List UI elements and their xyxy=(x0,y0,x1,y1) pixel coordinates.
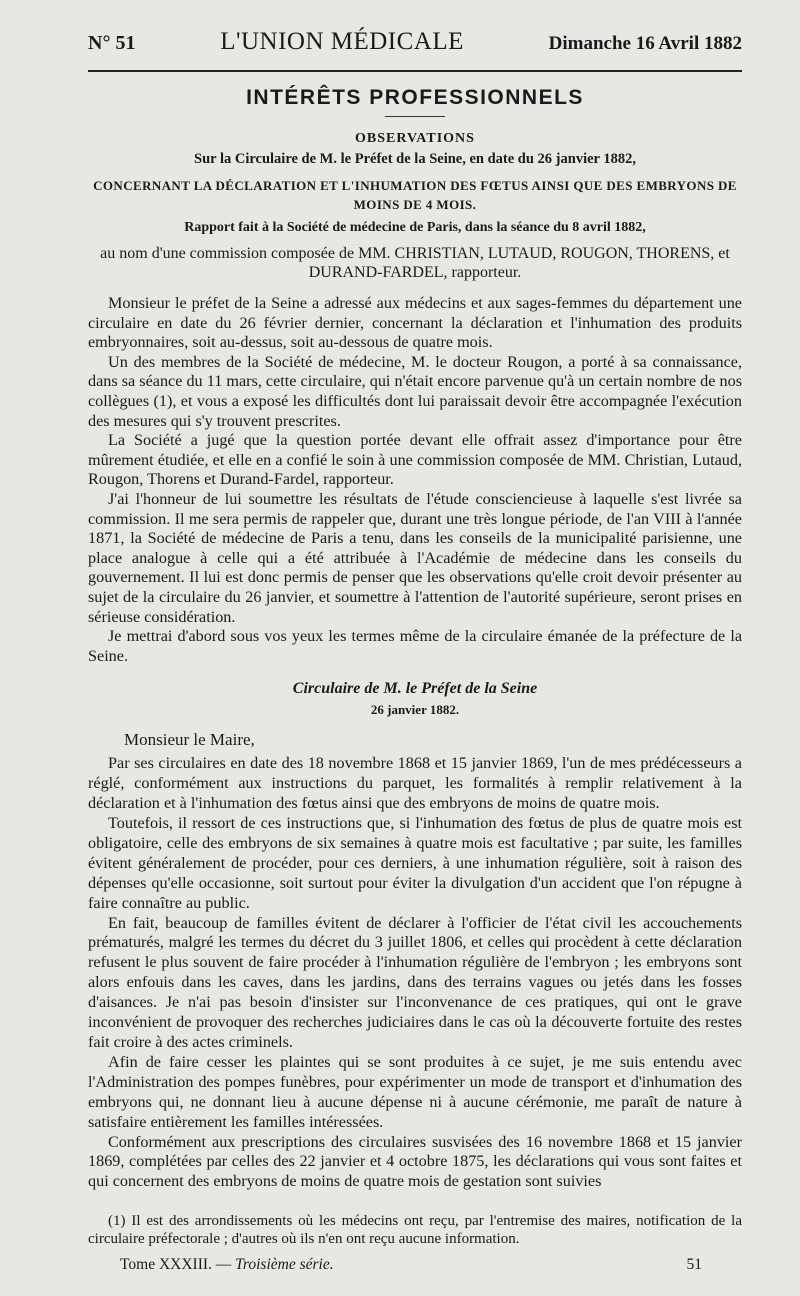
page-header xyxy=(88,28,742,64)
title-underline xyxy=(385,116,445,117)
circular-paragraph: Conformément aux prescriptions des circulaires susvisées des 16 novembre 1868 et 15 janvier 1869, complétées par celles des 22 janvier et 4 octobre 1875, les déclarations qui vous sont faites et qui concernent des embryons de moins de quatre mois de gestation sont suivies xyxy=(88,1132,742,1191)
report-body xyxy=(88,294,742,666)
paragraph: Un des membres de la Société de médecine, M. le docteur Rougon, a porté à sa connaissance, dans sa séance du 11 mars, cette circulaire, qui n'était encore parvenue qu'à un certain nombre de nos collègues (1), et vous a exposé les difficultés dont lui paraissait devoir être accompagnée l'exécution des mesures qui s'y trouvent prescrites. xyxy=(88,352,742,430)
commission-line: au nom d'une commission composée de MM. CHRISTIAN, LUTAUD, ROUGON, THORENS, et DURAND-FARDEL, rapporteur. xyxy=(100,245,730,281)
paragraph: J'ai l'honneur de lui soumettre les résultats de l'étude consciencieuse à laquelle s'est livrée sa commission. Il me sera permis de rappeler que, durant une très longue période, de l'an VIII à l'année 1871, la Société de médecine de Paris a tenu, dans les conseils de la municipalité parisienne, une place analogue à celle qui a été attribuée à l'Académie de médecine dans les conseils du gouvernement. Il lui est donc permis de penser que les observations qu'elle croit devoir présenter au sujet de la circulaire du 26 janvier, et soumettre à l'attention de l'autorité supérieure, seront prises en sérieuse considération. xyxy=(88,489,742,626)
page-footer xyxy=(88,1256,742,1274)
salutation: Monsieur le Maire, xyxy=(124,730,255,750)
concerning-heading: CONCERNANT LA DÉCLARATION ET L'INHUMATION DES FŒTUS AINSI QUE DES EMBRYONS DE MOINS DE 4 MOIS. xyxy=(93,178,737,212)
section-title: INTÉRÊTS PROFESSIONNELS xyxy=(246,86,584,109)
circular-title: Circulaire de M. le Préfet de la Seine xyxy=(292,680,538,698)
report-line: Rapport fait à la Société de médecine de Paris, dans la séance du 8 avril 1882, xyxy=(184,220,646,235)
header-rule xyxy=(88,70,742,72)
series-label: Troisième série. xyxy=(235,1256,334,1274)
observations-heading: OBSERVATIONS xyxy=(355,131,475,146)
issue-date: Dimanche 16 Avril 1882 xyxy=(548,33,742,54)
circular-body xyxy=(88,754,742,1192)
circular-paragraph: Toutefois, il ressort de ces instructions que, si l'inhumation des fœtus de plus de quatre mois est obligatoire, celle des embryons de six semaines à quatre mois est facultative ; par suite, les familles évitent généralement de procéder, pour ces derniers, à une inhumation régulière, soit à raison des dépenses qu'elle occasionne, soit surtout pour éviter la divulgation d'un accident que l'on répugne à faire connaître au public. xyxy=(88,814,742,912)
circular-paragraph: En fait, beaucoup de familles évitent de déclarer à l'officier de l'état civil les accouchements prématurés, malgré les termes du décret du 3 juillet 1806, et celles qui procèdent à cette déclaration refusent le plus souvent de faire procéder à l'inhumation régulière de l'embryon ; les embryons sont alors enfouis dans les caves, dans les jardins, dans des terrains vagues ou jetés dans les fosses d'aisances. Je n'ai pas besoin d'insister sur l'inconvenance de ces pratiques, qui ont le grave inconvénient de provoquer des recherches judiciaires dans le cas où la découverte fortuite des restes fait croire à des actes criminels. xyxy=(88,913,742,1051)
paragraph: Je mettrai d'abord sous vos yeux les termes même de la circulaire émanée de la préfecture de la Seine. xyxy=(88,627,742,665)
circular-paragraph: Afin de faire cesser les plaintes qui se sont produites à ce sujet, je me suis entendu avec l'Administration des pompes funèbres, pour expérimenter un mode de transport et d'inhumation des embryons qui, ne donnant lieu à aucune dépense ni à aucune cérémonie, me paraît de nature à satisfaire entièrement les familles intéressées. xyxy=(88,1052,742,1131)
footer-volume xyxy=(120,1256,334,1274)
circular-subtitle: Sur la Circulaire de M. le Préfet de la Seine, en date du 26 janvier 1882, xyxy=(194,151,636,167)
journal-title: L'UNION MÉDICALE xyxy=(220,28,464,55)
circular-paragraph: Par ses circulaires en date des 18 novembre 1868 et 15 janvier 1869, l'un de mes prédécesseurs a réglé, conformément aux instructions du parquet, les formalités à remplir relativement à la déclaration et à l'inhumation des fœtus ainsi que des embryons de moins de quatre mois. xyxy=(88,754,742,813)
footnote: (1) Il est des arrondissements où les médecins ont reçu, par l'entremise des maires, notification de la circulaire préfectorale ; d'autres où ils n'en ont reçu aucune information. xyxy=(88,1213,742,1248)
circular-date: 26 janvier 1882. xyxy=(370,702,460,718)
paragraph: Monsieur le préfet de la Seine a adressé aux médecins et aux sages-femmes du département une circulaire en date du 26 février dernier, concernant la déclaration et l'inhumation des produits embryonnaires, soit au-dessus, soit au-dessous de quatre mois. xyxy=(88,294,742,352)
issue-number: N° 51 xyxy=(88,32,136,54)
page-number: 51 xyxy=(686,1256,702,1274)
paragraph: La Société a jugé que la question portée devant elle offrait assez d'importance pour être mûrement étudiée, et elle en a confié le soin à une commission composée de MM. Christian, Lutaud, Rougon, Thorens et Durand-Fardel, rapporteur. xyxy=(88,431,742,489)
volume-label: Tome XXXIII. — xyxy=(120,1256,232,1274)
